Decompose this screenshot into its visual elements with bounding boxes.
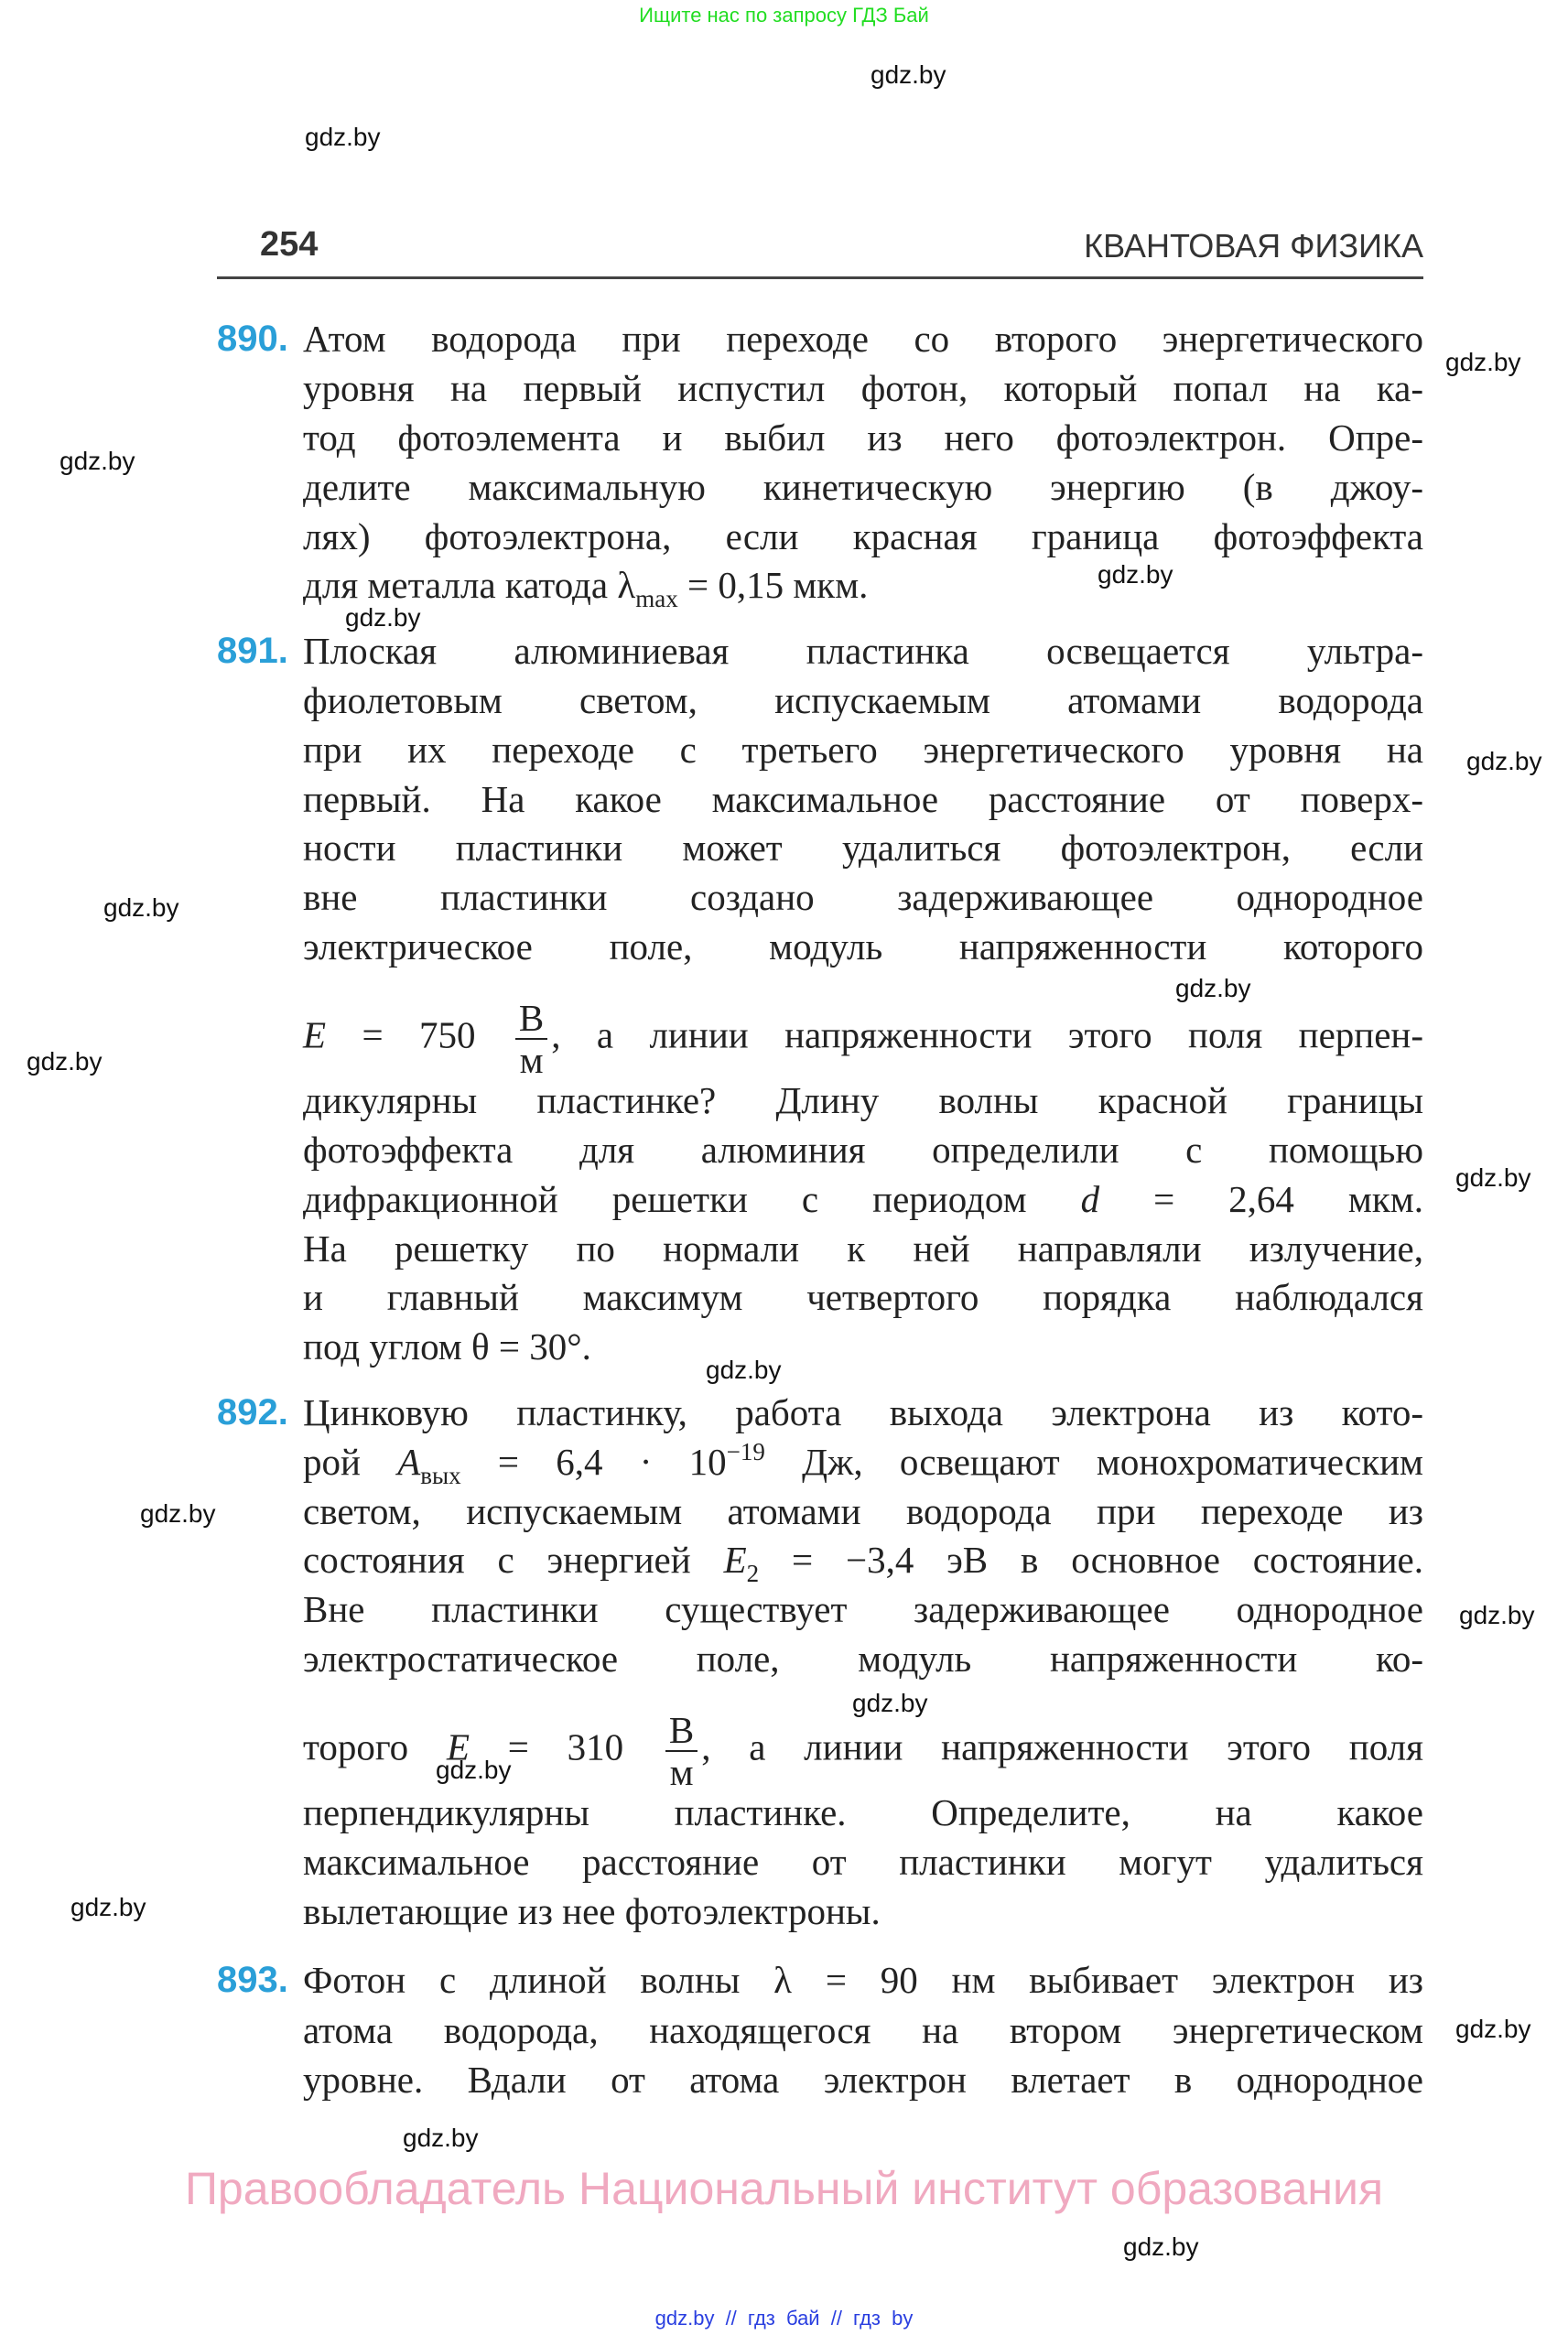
problem-text-line	[303, 1272, 1423, 1322]
text-segment: перпендикулярны пластинке. Определите, на какое	[303, 1791, 1423, 1833]
subscript: вых	[420, 1462, 461, 1489]
problem-text-line	[303, 1887, 1423, 1936]
problem-text-line	[303, 626, 1423, 676]
text-segment: Плоская алюминиевая пластинка освещается ультра-	[303, 630, 1423, 672]
math-variable: d	[1080, 1178, 1100, 1220]
text-segment: , а линии напряженности этого поля	[701, 1725, 1423, 1768]
text-segment: дифракционной решетки с периодом	[303, 1178, 1081, 1220]
math-variable: A	[397, 1441, 421, 1483]
problem-text-line	[303, 1388, 1423, 1437]
problem-text-line	[303, 1174, 1423, 1224]
text-segment: электростатическое поле, модуль напряженности ко-	[303, 1638, 1423, 1680]
page-number: 254	[260, 225, 319, 264]
text-segment: = 0,15 мкм.	[677, 564, 869, 606]
gdz-watermark: gdz.by	[871, 60, 946, 89]
text-segment: уровне. Вдали от атома электрон влетает в однородное	[303, 2059, 1423, 2101]
text-segment: и главный максимум четвертого порядка наблюдался	[303, 1276, 1423, 1318]
text-segment: Фотон с длиной волны λ = 90 нм выбивает электрон из	[303, 1959, 1423, 2001]
gdz-watermark: gdz.by	[1175, 974, 1251, 1002]
gdz-watermark: gdz.by	[706, 1356, 782, 1384]
text-segment: уровня на первый испустил фотон, который попал на ка-	[303, 367, 1423, 409]
gdz-watermark: gdz.by	[305, 123, 381, 151]
problem-number: 893.	[217, 1960, 288, 2000]
subscript: max	[635, 585, 678, 612]
problem-text-line	[303, 462, 1423, 512]
problem-text-line	[303, 1224, 1423, 1273]
problem-text-line	[303, 725, 1423, 774]
gdz-watermark: gdz.by	[403, 2124, 479, 2152]
problem-text-line	[303, 1487, 1423, 1536]
gdz-watermark: gdz.by	[1459, 1601, 1535, 1629]
text-segment: атома водорода, находящегося на втором энергетическом	[303, 2009, 1423, 2051]
gdz-watermark: gdz.by	[345, 603, 421, 632]
gdz-watermark: gdz.by	[140, 1499, 216, 1528]
section-title: КВАНТОВАЯ ФИЗИКА	[1084, 227, 1423, 265]
problem-text-line	[303, 1535, 1423, 1587]
text-segment: для металла катода λ	[303, 564, 636, 606]
text-segment: торого	[303, 1725, 447, 1768]
text-segment: первый. На какое максимальное расстояние от поверх-	[303, 778, 1423, 820]
problem-number: 892.	[217, 1392, 288, 1432]
problem-text-line	[303, 823, 1423, 872]
text-segment: Цинковую пластинку, работа выхода электрона из кото-	[303, 1391, 1423, 1433]
problem-text-line	[303, 1837, 1423, 1887]
problem-text-line	[303, 1322, 1423, 1371]
problem-text-line	[303, 560, 1423, 610]
problem-text-line	[303, 2005, 1423, 2055]
gdz-watermark: gdz.by	[852, 1689, 928, 1717]
problem-text-line	[303, 363, 1423, 413]
text-segment: светом, испускаемым атомами водорода при переходе из	[303, 1490, 1423, 1532]
fraction-numerator: В	[665, 1710, 697, 1752]
gdz-watermark: gdz.by	[103, 893, 179, 922]
text-segment: Атом водорода при переходе со второго энергетического	[303, 318, 1423, 360]
gdz-watermark: gdz.by	[1098, 560, 1173, 589]
text-segment: , а линии напряженности этого поля перпен-	[551, 1013, 1423, 1056]
gdz-watermark: gdz.by	[1455, 1163, 1531, 1192]
text-segment: = 750	[326, 1013, 512, 1056]
text-segment: под углом θ = 30°.	[303, 1325, 591, 1368]
text-segment: = 6,4 · 10	[460, 1441, 727, 1483]
math-variable: E	[723, 1539, 747, 1581]
text-segment: при их переходе с третьего энергетического уровня на	[303, 729, 1423, 771]
gdz-watermark: gdz.by	[59, 447, 135, 475]
problem-text-line	[303, 676, 1423, 725]
text-segment: = 310	[469, 1725, 662, 1768]
text-segment: электрическое поле, модуль напряженности которого	[303, 925, 1423, 968]
problem-text-line	[303, 1584, 1423, 1634]
problem-text-line	[303, 872, 1423, 922]
text-segment: фотоэффекта для алюминия определили с помощью	[303, 1129, 1423, 1171]
superscript: −19	[726, 1438, 765, 1465]
problem-text-line	[303, 413, 1423, 462]
text-segment: вне пластинки создано задерживающее однородное	[303, 876, 1423, 918]
text-segment: На решетку по нормали к ней направляли излучение,	[303, 1227, 1423, 1270]
gdz-watermark: gdz.by	[1455, 2015, 1531, 2043]
problem-text-line	[303, 922, 1423, 971]
problem-text-line	[303, 314, 1423, 363]
problem-text-line	[303, 998, 1423, 1080]
unit-fraction	[665, 1710, 697, 1792]
text-segment: рой	[303, 1441, 398, 1483]
problem-text-line	[303, 1076, 1423, 1125]
problem-text-line	[303, 1788, 1423, 1837]
text-segment: ности пластинки может удалиться фотоэлектрон, если	[303, 827, 1423, 869]
fraction-denominator: м	[669, 1751, 694, 1793]
problem-number: 890.	[217, 319, 288, 359]
text-segment: тод фотоэлемента и выбил из него фотоэлектрон. Опре-	[303, 416, 1423, 459]
problem-number: 891.	[217, 631, 288, 671]
text-segment: состояния с энергией	[303, 1539, 724, 1581]
unit-fraction	[515, 998, 547, 1080]
problem-text-line	[303, 774, 1423, 824]
header-divider	[217, 276, 1423, 279]
text-segment: Дж, освещают монохроматическим	[764, 1441, 1423, 1483]
text-segment: вылетающие из нее фотоэлектроны.	[303, 1890, 881, 1932]
problem-text-line	[303, 1125, 1423, 1174]
text-segment: фиолетовым светом, испускаемым атомами водорода	[303, 679, 1423, 721]
problem-text-line	[303, 1955, 1423, 2005]
text-segment: максимальное расстояние от пластинки могут удалиться	[303, 1841, 1423, 1883]
problem-text-line	[303, 512, 1423, 561]
copyright-notice: Правообладатель Национальный институт образования	[184, 2163, 1384, 2214]
footer-links: gdz.by // гдз бай // гдз by	[654, 2307, 914, 2330]
gdz-watermark: gdz.by	[70, 1893, 146, 1921]
gdz-watermark: gdz.by	[436, 1756, 512, 1784]
math-variable: E	[446, 1725, 470, 1768]
gdz-watermark: gdz.by	[27, 1047, 103, 1076]
subscript: 2	[746, 1560, 760, 1587]
search-hint-banner: Ищите нас по запросу ГДЗ Бай	[639, 4, 929, 27]
text-segment: лях) фотоэлектрона, если красная граница фотоэффекта	[303, 515, 1423, 557]
fraction-denominator: м	[519, 1039, 544, 1081]
text-segment: = −3,4 эВ в основное состояние.	[759, 1539, 1423, 1581]
problem-text-line	[303, 2055, 1423, 2104]
fraction-numerator: В	[515, 998, 547, 1040]
text-segment: дикулярны пластинке? Длину волны красной границы	[303, 1079, 1423, 1121]
problem-text-line	[303, 1634, 1423, 1683]
text-segment: = 2,64 мкм.	[1099, 1178, 1423, 1220]
math-variable: E	[303, 1013, 327, 1056]
gdz-watermark: gdz.by	[1445, 348, 1521, 376]
text-segment: Вне пластинки существует задерживающее однородное	[303, 1588, 1423, 1630]
problem-text-line	[303, 1437, 1423, 1487]
text-segment: делите максимальную кинетическую энергию (в джоу-	[303, 466, 1423, 508]
gdz-watermark: gdz.by	[1466, 747, 1542, 775]
gdz-watermark: gdz.by	[1123, 2232, 1199, 2261]
